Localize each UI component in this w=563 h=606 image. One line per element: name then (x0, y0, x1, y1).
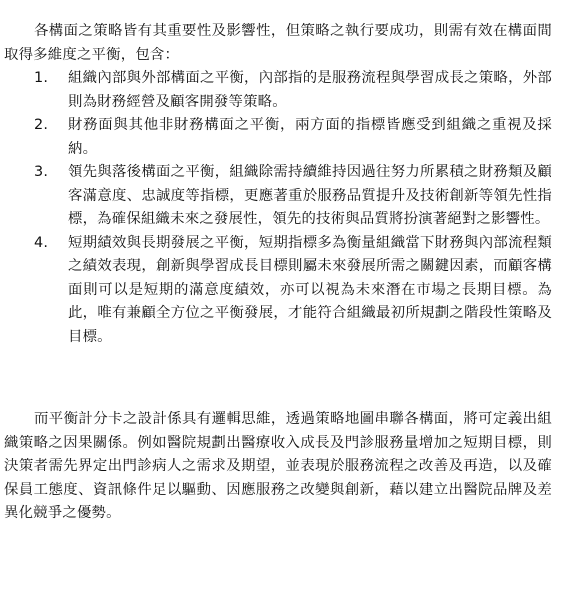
list-item-text: 領先與落後構面之平衡，組織除需持續維持因過往努力所累積之財務類及顧客滿意度、忠誠度等指標，更應著重於服務品質提升及技術創新等領先性指標，為確保組織未來之發展性，領先的技術與品質將扮演著絕對之影響性。 (68, 164, 552, 227)
list-item-number: 3. (34, 164, 49, 180)
balance-list (4, 67, 552, 349)
list-item (4, 114, 552, 161)
list-item-text: 組織內部與外部構面之平衡，內部指的是服務流程與學習成長之策略，外部則為財務經營及顧客開發等策略。 (68, 70, 552, 110)
document-page (4, 20, 552, 526)
list-item-number: 2. (34, 117, 49, 133)
closing-paragraph: 而平衡計分卡之設計係具有邏輯思維，透過策略地圖串聯各構面，將可定義出組織策略之因果關係。例如醫院規劃出醫療收入成長及門診服務量增加之短期目標，則決策者需先界定出門診病人之需求及期望，並表現於服務流程之改善及再造，以及確保員工態度、資訊條件足以驅動、因應服務之改變與創新，藉以建立出醫院品牌及差異化競爭之優勢。 (4, 411, 552, 521)
list-item-number: 1. (34, 70, 49, 86)
list-item-text: 短期績效與長期發展之平衡，短期指標多為衡量組織當下財務與內部流程類之績效表現，創新與學習成長目標則屬未來發展所需之關鍵因素，而顧客構面則可以是短期的滿意度績效，亦可以視為未來潛在市場之長期目標。為此，唯有兼顧全方位之平衡發展，才能符合組織最初所規劃之階段性策略及目標。 (68, 234, 552, 345)
list-item (4, 232, 552, 350)
list-item-text: 財務面與其他非財務構面之平衡，兩方面的指標皆應受到組織之重視及採納。 (68, 117, 552, 157)
paragraph-gap (4, 349, 552, 408)
list-item (4, 161, 552, 232)
list-item (4, 67, 552, 114)
list-item-number: 4. (34, 234, 49, 251)
intro-paragraph: 各構面之策略皆有其重要性及影響性，但策略之執行要成功，則需有效在構面間取得多維度之平衡，包含： (4, 23, 552, 63)
